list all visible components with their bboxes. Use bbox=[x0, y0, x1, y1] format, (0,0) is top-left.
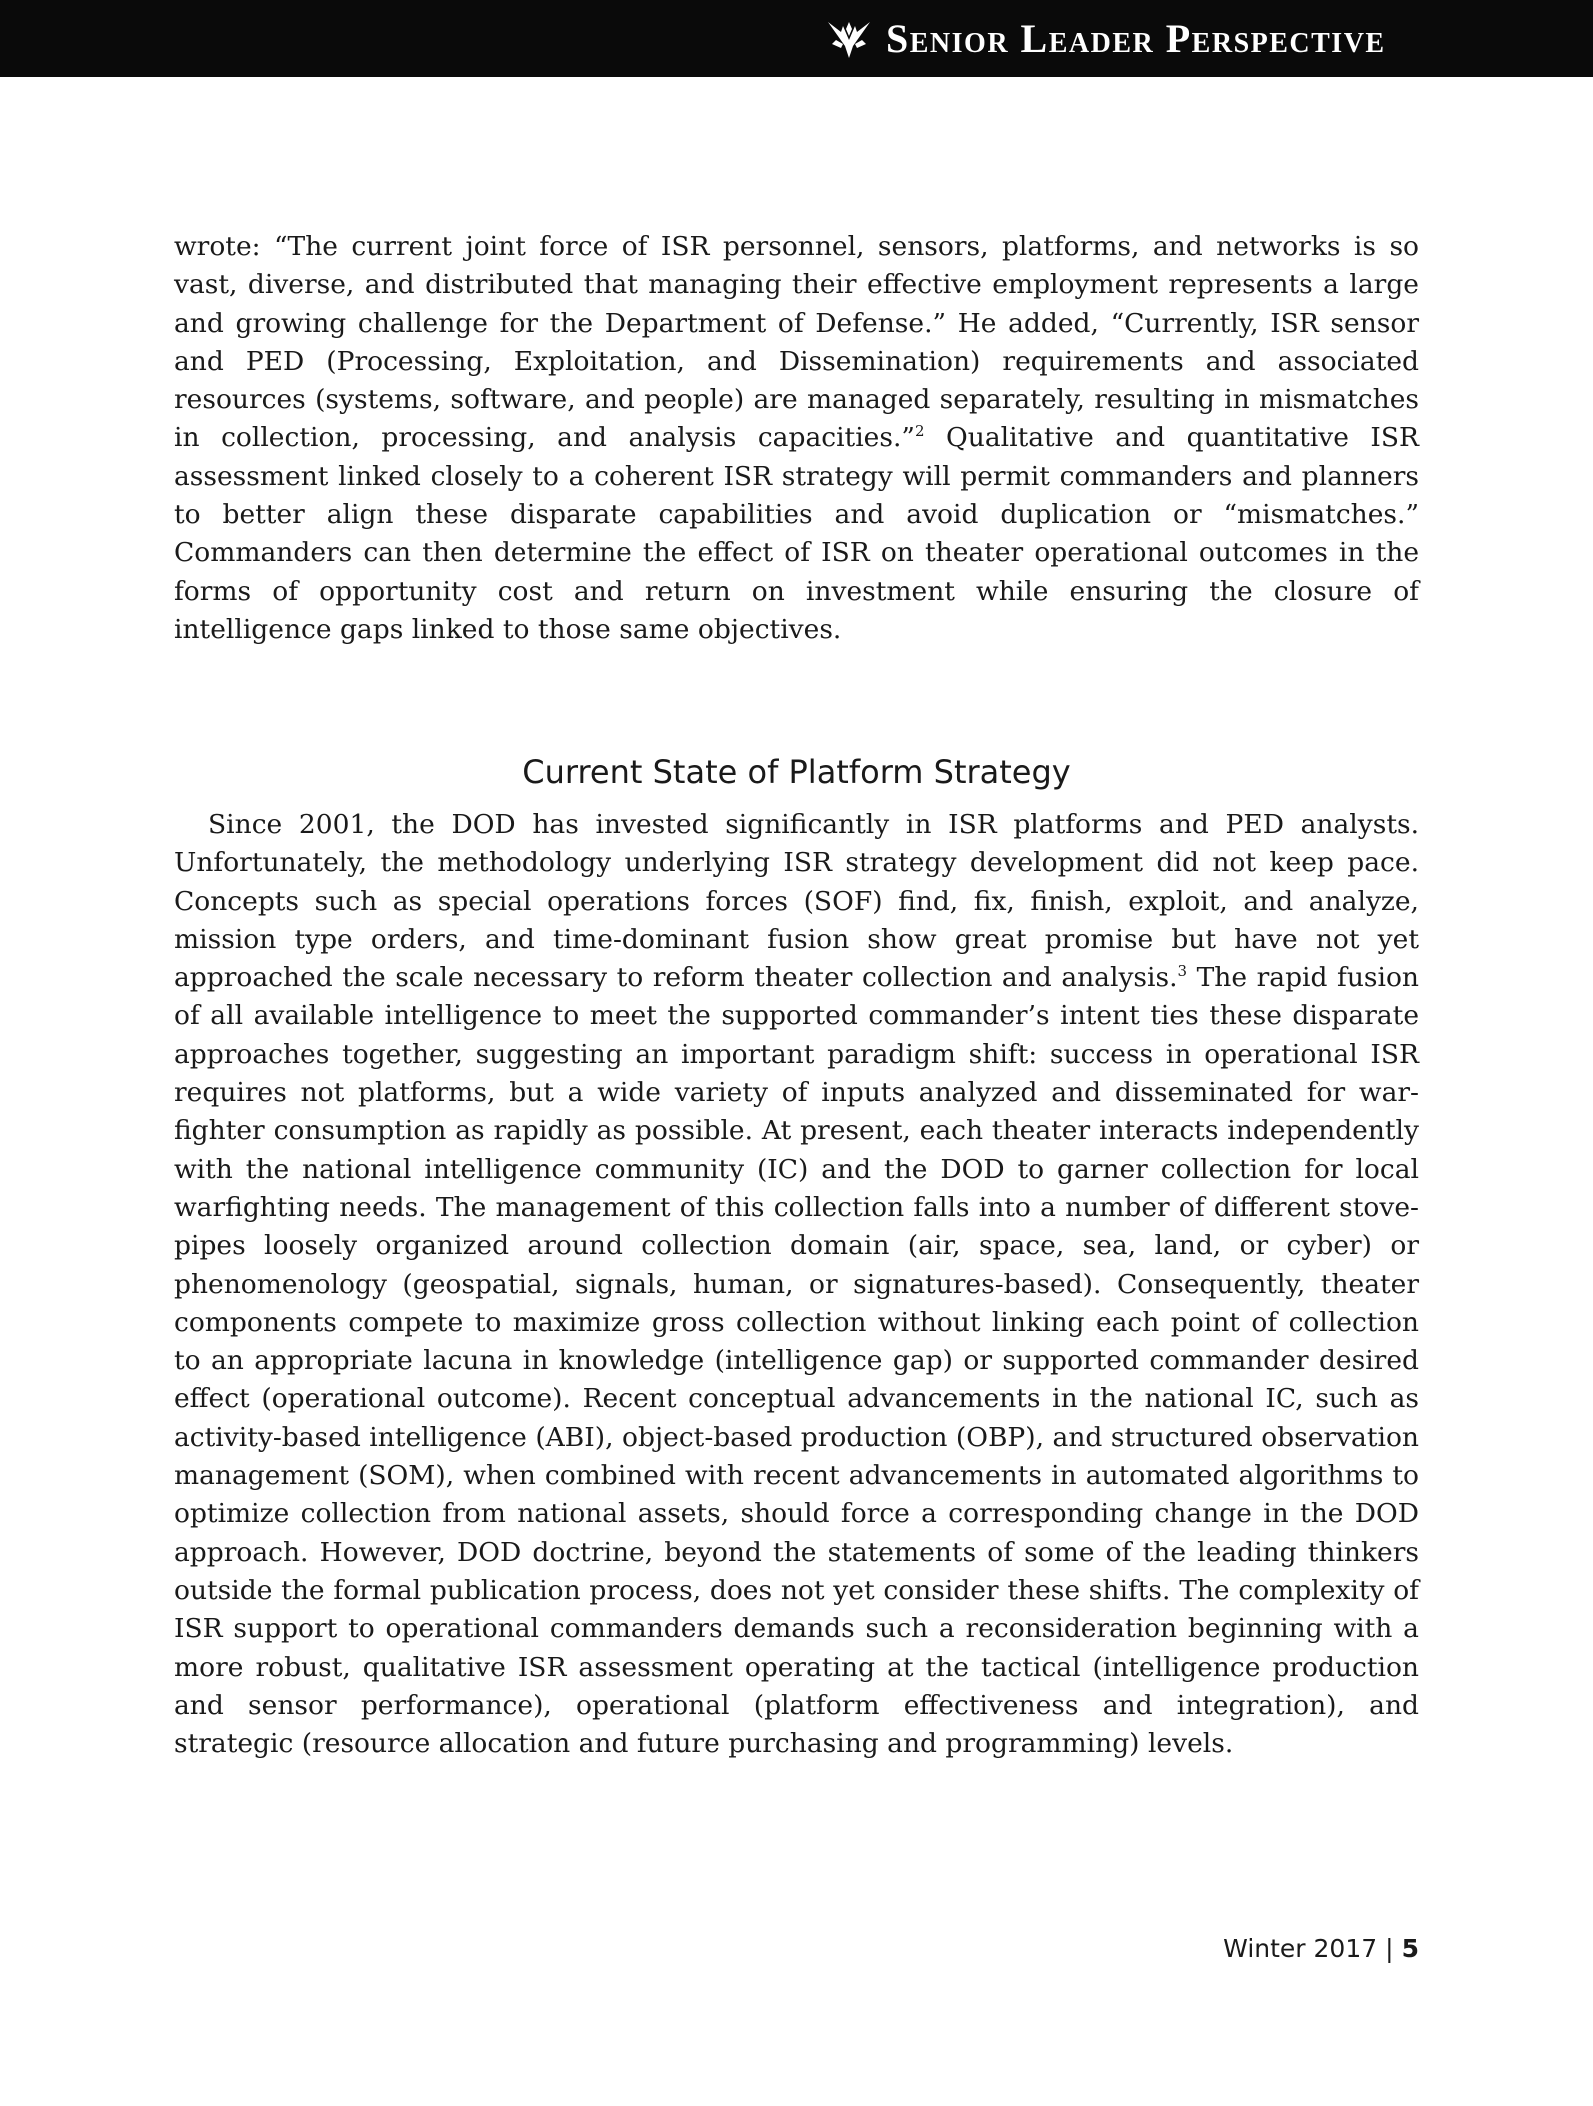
footnote-marker: 2 bbox=[914, 422, 925, 441]
page-number: 5 bbox=[1401, 1934, 1419, 1963]
footer-separator: | bbox=[1385, 1934, 1394, 1963]
body-paragraph bbox=[174, 228, 1419, 649]
footnote-marker: 3 bbox=[1177, 962, 1188, 981]
section-header-title: Senior Leader Perspective bbox=[886, 16, 1386, 61]
issue-label: Winter 2017 bbox=[1223, 1934, 1378, 1963]
section-heading: Current State of Platform Strategy bbox=[522, 753, 1071, 791]
paragraph-text: wrote: “The current joint force of ISR personnel, sensors, platforms, and networks is so vast, diverse, and distributed that managing their effective employment represents a large and growing challenge for the Department of Defense.” He added, “Currently, ISR sensor and PED (Processing, Exploitation, and Dissemination) requirements and associated resources (systems, software, and people) are managed separately, resulting in mismatches in collection, processing, and analysis capacities.” bbox=[174, 231, 1419, 454]
header-bar bbox=[0, 0, 1593, 77]
paragraph-text: Qualitative and quantitative ISR assessment linked closely to a coherent ISR strategy will permit commanders and planners to better align these disparate capabilities and avoid duplication or “mismatches.” Commanders can then determine the effect of ISR on theater operational outcomes in the forms of opportunity cost and return on investment while ensuring the closure of intelligence gaps linked to those same objectives. bbox=[174, 422, 1420, 645]
paragraph-text: The rapid fusion of all available intelligence to meet the supported commander’s intent ties these disparate approaches together, suggesting an important paradigm shift: success in operational ISR requires not platforms, but a wide variety of inputs analyzed and disseminated for war-fighter consumption as rapidly as possible. At present, each theater interacts independently with the national intelligence community (IC) and the DOD to garner collection for local warfighting needs. The management of this collection falls into a number of different stovepipes loosely organized around collection domain (air, space, sea, land, or cyber) or phenomenology (geospatial, signals, human, or signatures-based). Consequently, theater components compete to maximize gross collection without linking each point of collection to an appropriate lacuna in knowledge (intelligence gap) or supported commander desired effect (operational outcome). Recent conceptual advancements in the national IC, such as activity-based intelligence (ABI), object-based production (OBP), and structured observation management (SOM), when combined with recent advancements in automated algorithms to optimize collection from national assets, should force a corresponding change in the DOD approach. However, DOD doctrine, beyond the statements of some of the leading thinkers outside the formal publication process, does not yet consider these shifts. The complexity of ISR support to operational commanders demands such a reconsideration beginning with a more robust, qualitative ISR assessment operating at the tactical (intelligence production and sensor performance), operational (platform effectiveness and integration), and strategic (resource allocation and future purchasing and programming) levels. bbox=[174, 962, 1419, 1760]
page-footer bbox=[1223, 1932, 1419, 1966]
paragraph-text: Since 2001, the DOD has invested significantly in ISR platforms and PED analysts. Unfortunately, the methodology underlying ISR strategy development did not keep pace. Concepts such as special operations forces (SOF) find, fix, finish, exploit, and analyze, mission type orders, and time-dominant fusion show great promise but have not yet approached the scale necessary to reform theater collection and analysis. bbox=[174, 809, 1419, 994]
body-paragraph bbox=[174, 806, 1419, 1763]
air-force-wings-icon bbox=[826, 18, 872, 60]
